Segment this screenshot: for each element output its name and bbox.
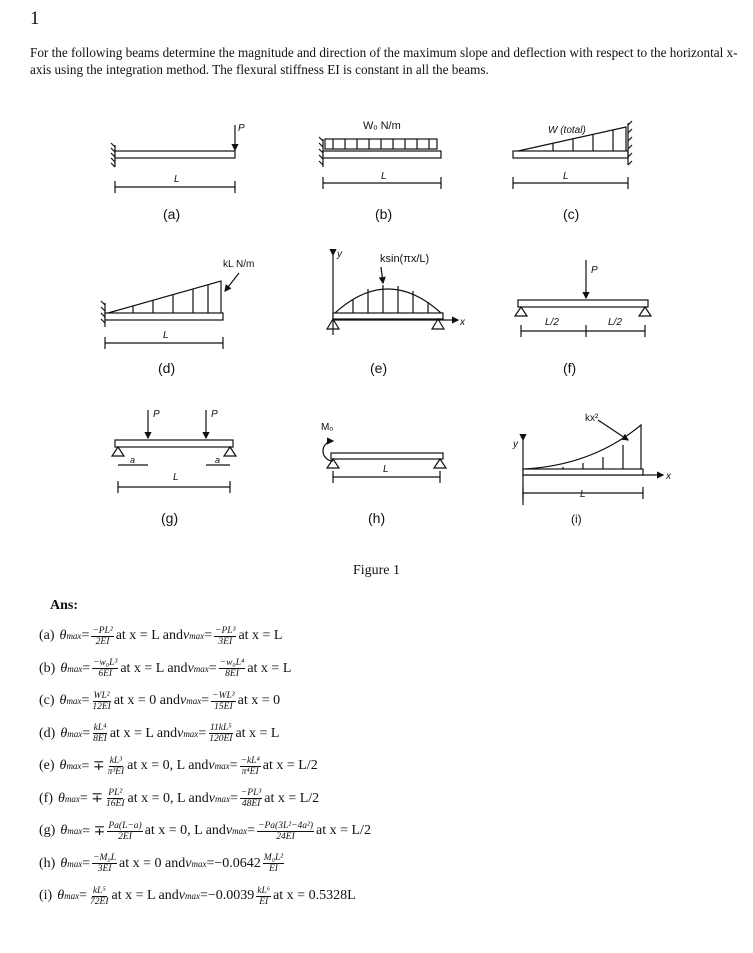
max-subscript: max [67,663,83,674]
v-fraction [257,821,314,842]
equals-sign: = ∓ [81,758,105,774]
v-symbol: v [180,693,187,708]
v-symbol: v [225,823,233,838]
v-fraction-den: 48EI [241,799,261,809]
theta-location: at x = 0, L and [127,790,209,806]
label-load-f: P [591,265,598,276]
v-fraction-den: 24EI [276,831,295,842]
max-subscript: max [67,728,83,739]
theta-symbol: θ [58,790,65,806]
theta-fraction [89,886,109,907]
v-location: at x = L [247,660,292,676]
theta-symbol: θ [60,855,68,871]
label-load-right-g: P [211,409,218,420]
v-fraction [219,658,246,679]
v-symbol: v [177,725,184,741]
answer-label: (a) [39,628,55,643]
beam-b [319,137,441,189]
equals-sign: = [81,693,90,708]
v-symbol: v [185,855,192,871]
answer-row [39,848,286,880]
panel-label-e: (e) [370,360,388,376]
v-symbol: v [208,790,215,806]
max-subscript: max [64,793,80,804]
v-fraction-den: 8EI [225,669,239,679]
answer-label: (g) [39,823,56,838]
answers-heading: Ans: [50,598,79,613]
panel-label-c: (c) [563,206,580,222]
theta-fraction-den: 2EI [118,831,132,842]
label-dim-b: L [381,171,387,182]
theta-fraction-den: 16EI [106,799,125,809]
equals-sign: = [247,823,256,838]
panel-label-d: (d) [158,360,176,376]
theta-symbol: θ [60,823,68,838]
max-subscript: max [189,631,205,641]
v-fraction-num: −Pa(3L²−4a²) [258,820,313,831]
max-subscript: max [64,891,80,901]
equals-sign: = [81,628,90,643]
v-fraction [240,756,261,777]
theta-fraction [105,788,125,809]
v-symbol: v [178,888,185,903]
theta-fraction [107,821,142,842]
equals-sign: = [229,758,238,773]
answer-label: (d) [39,725,56,741]
v-symbol: v [182,628,190,643]
v-location: at x = L/2 [262,758,318,773]
problem-statement: For the following beams determine the magnitude and direction of the maximum slope and deflection with respect to the horizontal x-axis using the integration method. The flexural stiffness EI is constant in all the beams. [30,45,738,77]
panel-label-g: (g) [161,510,179,526]
theta-location: at x = 0, L and [127,758,209,773]
label-dim-h: L [383,464,389,475]
beam-d [101,273,239,349]
label-dim-c: L [563,171,569,182]
theta-symbol: θ [59,628,67,643]
theta-fraction-num: kL³ [109,755,123,766]
v-fraction-den: 15EI [214,701,233,712]
theta-fraction-num: −PL² [92,625,113,636]
v-fraction-den: 3EI [218,636,233,647]
theta-symbol: θ [60,725,68,741]
label-load-e: ksin(πx/L) [380,253,430,265]
theta-fraction-num: kL⁴ [93,723,107,733]
theta-location: at x = L and [111,888,179,903]
max-subscript: max [186,696,202,706]
equals-sign: = [198,725,207,741]
v-fraction [214,626,236,647]
v-fraction-num: M₀L² [263,853,284,863]
label-x-i: x [666,471,671,482]
theta-location: at x = L and [120,660,188,676]
answer-row [39,815,371,847]
answer-row [39,783,319,815]
panel-label-f: (f) [563,360,577,376]
theta-fraction-den: 3EI [97,864,112,874]
v-fraction-num: −kL⁴ [240,755,260,766]
v-fraction-num: −w₀L⁴ [219,658,245,668]
equals-sign: = [206,855,215,871]
label-dim-d: L [163,330,169,341]
label-x-e: x [460,317,465,328]
equals-sign: = [229,790,238,806]
v-fraction [240,788,262,809]
equals-sign: = ∓ [79,791,104,806]
theta-symbol: θ [59,693,67,708]
v-fraction-den: EI [259,896,269,907]
answer-row [39,750,318,782]
label-y-e: y [337,249,342,260]
theta-fraction [92,853,117,874]
label-dim-g: L [173,472,179,483]
panel-label-i: (i) [571,512,582,526]
max-subscript: max [66,631,82,641]
max-subscript: max [183,728,199,739]
label-load-left-g: P [153,409,160,420]
equals-sign: = [204,628,213,643]
answer-label: (i) [39,888,53,903]
theta-fraction-num: kL⁵ [92,885,106,896]
v-fraction [263,853,284,874]
equals-sign: = [199,888,208,903]
v-fraction [211,691,235,712]
theta-location: at x = 0 and [113,693,181,708]
label-dim-left-f: L/2 [545,317,559,328]
v-location: at x = 0 [237,693,281,708]
answer-label: (f) [39,790,53,806]
answer-row [39,620,283,652]
v-fraction [256,886,271,907]
panel-label-a: (a) [163,206,181,222]
label-a-left-g: a [130,455,136,465]
label-load-c: W (total) [548,125,586,136]
max-subscript: max [67,826,83,836]
panel-label-h: (h) [368,510,386,526]
answer-row [39,880,356,912]
theta-fraction-den: 6EI [98,669,113,679]
answer-label: (h) [39,855,56,871]
max-subscript: max [214,761,230,771]
v-fraction-num: kL⁶ [257,885,271,896]
v-coefficient: −0.0039 [207,888,255,903]
max-subscript: max [193,663,209,674]
max-subscript: max [232,826,248,836]
theta-symbol: θ [57,888,65,903]
label-moment-h: Mₒ [321,422,334,433]
theta-fraction-num: −M₀L [93,853,117,863]
theta-fraction [107,756,126,777]
theta-fraction-num: WL² [93,690,110,701]
equals-sign: = [208,660,217,676]
v-fraction-num: −PL³ [240,788,262,798]
theta-fraction-num: Pa(L−a) [108,820,142,831]
answer-row [39,653,291,685]
label-dim-i: L [580,489,586,500]
beam-e [327,255,458,335]
v-fraction-num: −WL³ [212,690,235,701]
v-fraction-den: π⁴EI [241,766,259,777]
v-symbol: v [187,660,194,676]
answer-label: (b) [39,660,56,676]
theta-fraction-den: 12EI [92,701,111,712]
answer-row [39,685,280,717]
theta-fraction [91,626,113,647]
v-fraction-num: 11kL⁵ [210,723,232,733]
v-location: at x = L/2 [316,823,371,838]
question-number: 1 [30,8,40,29]
max-subscript: max [66,696,82,706]
panel-label-b: (b) [375,206,393,222]
beam-figure [93,95,673,535]
equals-sign: = [82,660,91,676]
theta-fraction [92,658,118,679]
theta-fraction-den: 8EI [93,734,107,744]
equals-sign: = [79,888,88,903]
equals-sign: = ∓ [82,823,106,839]
v-location: at x = L/2 [264,790,320,806]
equals-sign: = [82,725,91,741]
beam-f [515,260,651,337]
v-location: at x = 0.5328L [273,888,356,903]
answer-label: (e) [39,758,55,773]
theta-location: at x = 0 and [119,855,186,871]
v-coefficient: −0.0642 [214,855,261,871]
theta-fraction [92,723,108,744]
v-fraction-num: −PL³ [215,625,236,636]
equals-sign: = [82,855,91,871]
theta-location: at x = 0, L and [144,823,226,838]
theta-symbol: θ [59,758,67,773]
v-fraction-den: EI [268,864,278,874]
label-load-d: kL N/m [223,259,255,270]
max-subscript: max [214,793,230,804]
theta-fraction-den: π³EI [107,766,125,777]
theta-location: at x = L and [109,725,178,741]
max-subscript: max [191,858,207,869]
label-y-i: y [513,439,518,450]
theta-fraction-num: PL² [108,788,123,798]
theta-fraction-den: 2EI [95,636,110,647]
label-a-right-g: a [215,455,221,465]
theta-fraction-den: 72EI [90,896,109,907]
max-subscript: max [184,891,200,901]
beam-i [523,420,663,505]
answer-row [39,718,280,750]
theta-location: at x = L and [115,628,183,643]
v-fraction [208,723,233,744]
answer-label: (c) [39,693,55,708]
label-load-a: P [238,123,245,134]
beam-h [323,441,446,483]
theta-symbol: θ [60,660,68,676]
label-load-i: kx² [585,413,599,424]
equals-sign: = [201,693,210,708]
v-fraction-den: 120EI [209,734,233,744]
figure-caption: Figure 1 [352,563,401,578]
label-load-b: Wₒ N/m [363,120,401,132]
theta-fraction-num: −w₀L³ [93,658,118,668]
v-location: at x = L [235,725,280,741]
beam-a [111,125,235,193]
label-dim-right-f: L/2 [608,317,622,328]
label-dim-a: L [174,174,180,185]
v-symbol: v [208,758,215,773]
theta-fraction [91,691,111,712]
max-subscript: max [67,858,83,869]
max-subscript: max [66,761,82,771]
v-location: at x = L [238,628,283,643]
